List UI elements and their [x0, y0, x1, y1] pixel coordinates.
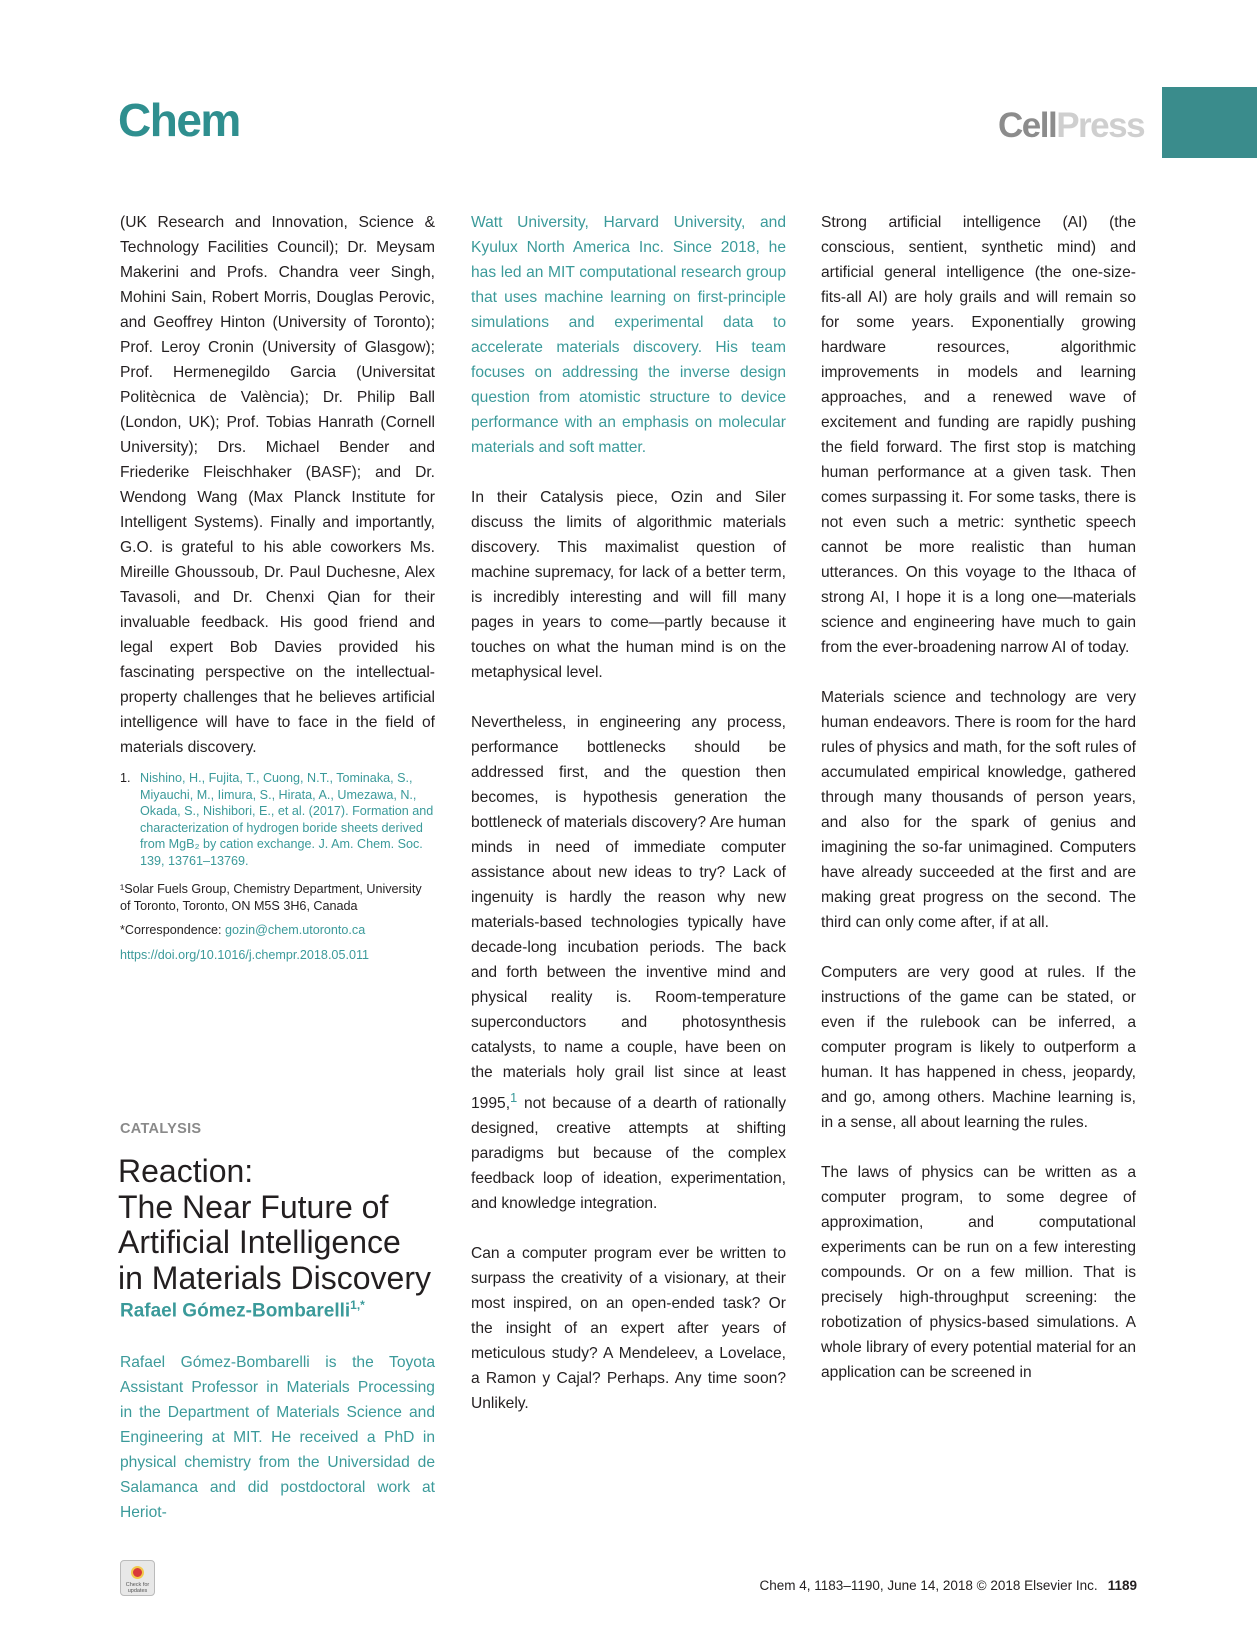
crossmark-label: Check for updates: [125, 1582, 150, 1594]
author-name[interactable]: [120, 1298, 365, 1322]
body-paragraph: Can a computer program ever be written to surpass the creativity of a visionary, at their most inspired, on an open-ended task? Or the insight of an expert after years of meticulous study? A Mendeleev, a Lovelace, a Ramon y Cajal? Perhaps. Any time soon? Unlikely.: [471, 1245, 786, 1413]
middle-column: [471, 210, 786, 1441]
body-paragraph: [471, 710, 786, 1216]
citation-link[interactable]: 1: [510, 1090, 518, 1105]
body-paragraph: Materials science and technology are very human endeavors. There is room for the hard rules of physics and math, for the soft rules of accumulated empirical knowledge, gathered through many thousands of person years, and also for the spark of genius and imagining the so-far unimagined. Computers have already succeeded at the first and are making great progress on the second. The third can only come after, if at all.: [821, 689, 1136, 931]
section-color-tab: [1162, 87, 1257, 158]
title-line: Reaction:: [118, 1153, 254, 1189]
title-line: The Near Future of: [118, 1188, 389, 1225]
acknowledgments-paragraph: (UK Research and Innovation, Science & Technology Facilities Council); Dr. Meysam Makerini and Profs. Chandra veer Singh, Mohini Sain, Robert Morris, Douglas Perovic, and Geoffrey Hinton (University of Toronto); Prof. Leroy Cronin (University of Glasgow); Prof. Hermenegildo Garcia (Universitat Politècnica de València); Dr. Philip Ball (London, UK); Prof. Tobias Hanrath (Cornell University); Drs. Michael Bender and Friederike Fleischhaker (BASF); and Dr. Wendong Wang (Max Planck Institute for Intelligent Systems). Finally and importantly, G.O. is grateful to his able coworkers Ms. Mireille Ghoussoub, Dr. Paul Duchesne, Alex Tavasoli, and Dr. Chenxi Qian for their invaluable feedback. His good friend and legal expert Bob Davies provided his fascinating perspective on the intellectual-property challenges that he believes artificial intelligence will have to face in the field of materials discovery.: [120, 214, 435, 756]
body-paragraph: Strong artificial intelligence (AI) (the conscious, sentient, synthetic mind) and artificial general intelligence (the one-size-fits-all AI) are holy grails and will remain so for some years. Exponentially growing hardware resources, algorithmic improvements in models and learning approaches, and a renewed wave of excitement and funding are rapidly pushing the field forward. The first stop is matching human performance at a given task. Then comes surpassing it. For some tasks, there is not even such a metric: synthetic speech cannot be more realistic than human utterances. On this voyage to the Ithaca of strong AI, I hope it is a long one—materials science and engineering have much to gain from the ever-broadening narrow AI of today.: [821, 214, 1136, 656]
correspondence-label: *Correspondence:: [120, 923, 226, 937]
body-text: not because of a dearth of rationally designed, creative attempts at shifting paradigms but because of the complex feedback loop of ideation, experimentation, and knowledge integration.: [471, 1095, 786, 1213]
correspondence-email-link[interactable]: gozin@chem.utoronto.ca: [225, 923, 366, 937]
check-for-updates-icon[interactable]: [120, 1560, 155, 1596]
doi-link[interactable]: https://doi.org/10.1016/j.chempr.2018.05.011: [120, 947, 370, 962]
section-label: CATALYSIS: [120, 1121, 202, 1137]
right-column: [821, 210, 1136, 1410]
author-bio: Rafael Gómez-Bombarelli is the Toyota Assistant Professor in Materials Processing in the Department of Materials Science and Engineering at MIT. He received a PhD in physical chemistry from the Universidad de Salamanca and did postdoctoral work at Heriot-: [120, 1354, 435, 1521]
body-paragraph: Computers are very good at rules. If the instructions of the game can be stated, or even if the rulebook can be inferred, a computer program is likely to outperform a human. It has happened in chess, jeopardy, and go, among others. Machine learning is, in a sense, all about learning the rules.: [821, 964, 1136, 1131]
reference-number: 1.: [120, 771, 131, 785]
journal-title: Chem: [118, 94, 240, 146]
citation-line: Chem 4, 1183–1190, June 14, 2018 © 2018 Elsevier Inc.: [759, 1578, 1098, 1593]
publisher-logo-part2: Press: [1056, 106, 1145, 145]
page-footer: [760, 1578, 1137, 1593]
crossmark-icon: [131, 1566, 144, 1579]
correspondence: [120, 922, 435, 939]
body-paragraph: In their Catalysis piece, Ozin and Siler discuss the limits of algorithmic materials discovery. This maximalist question of machine supremacy, for lack of a better term, is incredibly interesting and will fill many pages in years to come—partly because it touches on what the human mind is on the metaphysical level.: [471, 489, 786, 681]
page-number: 1189: [1107, 1578, 1137, 1593]
left-column: [120, 210, 435, 963]
publisher-logo: [998, 106, 1144, 146]
body-text: Nevertheless, in engineering any process, performance bottlenecks should be addressed first, and the question then becomes, is hypothesis generation the bottleneck of materials discovery? Are human minds in need of immediate computer assistance about new ideas to try? Lack of ingenuity is hardly the reason why new materials-based technologies typically have decade-long incubation periods. The back and forth between the inventive mind and physical reality is. Room-temperature superconductors and photosynthesis catalysts, to name a couple, have been on the materials holy grail list since at least 1995,: [471, 714, 786, 1113]
author-bio-continued: Watt University, Harvard University, and Kyulux North America Inc. Since 2018, he has led an MIT computational research group that uses machine learning on first-principle simulations and experimental data to accelerate materials discovery. His team focuses on addressing the inverse design question from atomistic structure to device performance with an emphasis on molecular materials and soft matter.: [471, 214, 786, 456]
publisher-logo-part1: Cell: [998, 106, 1057, 145]
article-title: [118, 1154, 458, 1296]
author-name-text: Rafael Gómez-Bombarelli: [120, 1300, 351, 1322]
reference-link[interactable]: Nishino, H., Fujita, T., Cuong, N.T., Tominaka, S., Miyauchi, M., Iimura, S., Hirata, A., Umezawa, N., Okada, S., Nishibori, E., et al. (2017). Formation and characterization of hydrogen boride sheets derived from MgB₂ by cation exchange. J. Am. Chem. Soc. 139, 13761–13769.: [140, 771, 434, 868]
title-line: in Materials Discovery: [118, 1259, 431, 1296]
body-paragraph: The laws of physics can be written as a computer program, to some degree of approximation, and computational experiments can be run on a few interesting compounds. Or on a few million. That is precisely high-throughput screening: the robotization of physics-based simulations. A whole library of every potential material for an application can be screened in: [821, 1164, 1136, 1381]
reference-item[interactable]: [120, 770, 435, 869]
title-line: Artificial Intelligence: [118, 1224, 401, 1260]
author-affiliation-marker: 1,*: [350, 1298, 365, 1312]
affiliation: ¹Solar Fuels Group, Chemistry Department, University of Toronto, Toronto, ON M5S 3H6, Canada: [120, 882, 422, 913]
